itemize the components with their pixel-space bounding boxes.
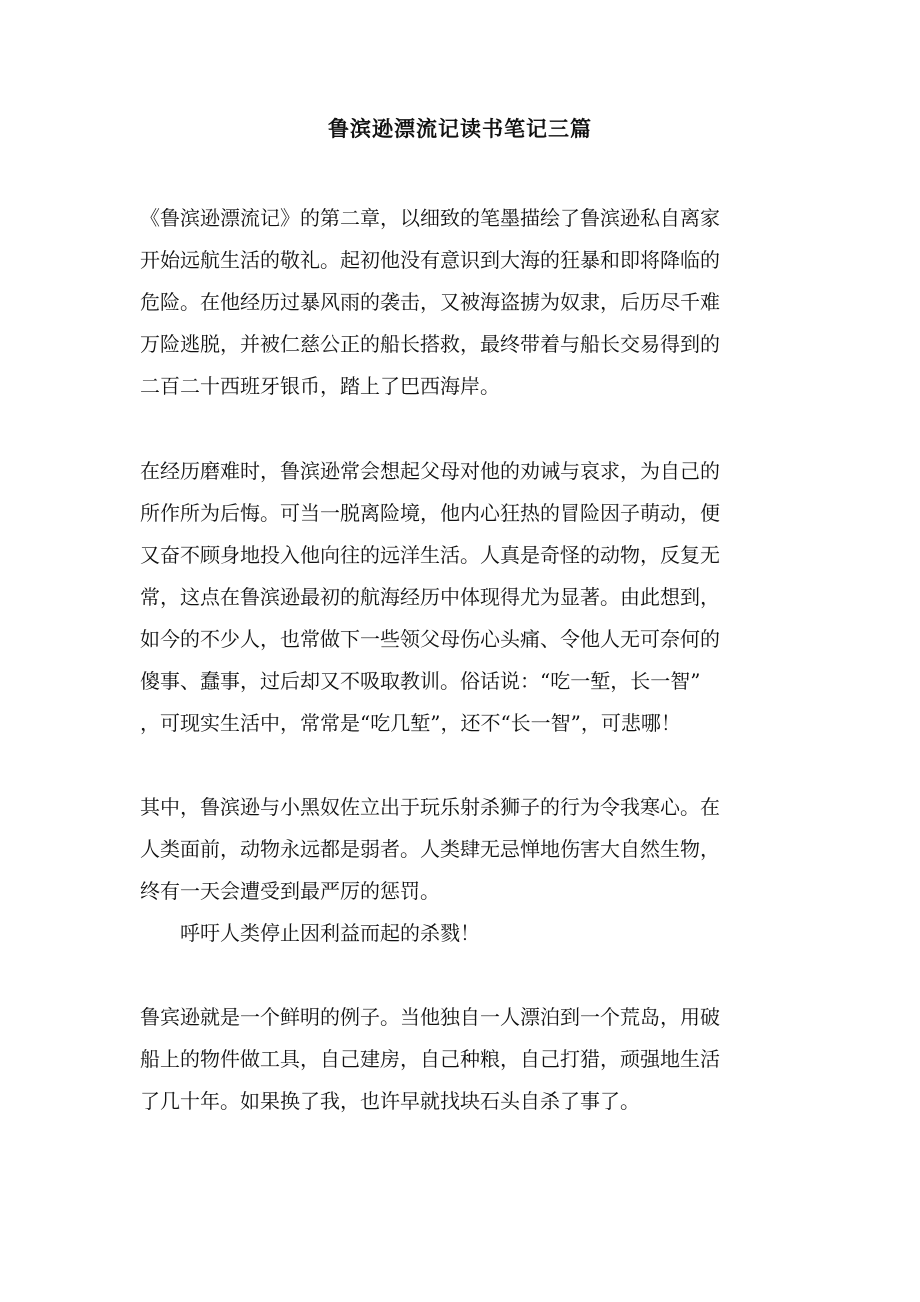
- paragraph-line: 船上的物件做工具，自己建房，自己种粮，自己打猎，顽强地生活: [140, 1047, 720, 1071]
- paragraph-2: [140, 450, 770, 744]
- paragraph-line: 开始远航生活的敬礼。起初他没有意识到大海的狂暴和即将降临的: [140, 248, 720, 272]
- paragraph-line: 二百二十西班牙银币，踏上了巴西海岸。: [140, 374, 500, 398]
- paragraph-line: 常，这点在鲁滨逊最初的航海经历中体现得尤为显著。由此想到，: [140, 585, 720, 609]
- paragraph-line: 呼吁人类停止因利益而起的杀戮！: [180, 921, 480, 945]
- paragraph-line: 在经历磨难时，鲁滨逊常会想起父母对他的劝诫与哀求，为自己的: [140, 459, 720, 483]
- paragraph-line: ，可现实生活中，常常是“吃几堑”，还不“长一智”，可悲哪！: [140, 711, 681, 735]
- paragraph-4: [140, 996, 770, 1122]
- document-title: 鲁滨逊漂流记读书笔记三篇: [328, 116, 592, 141]
- paragraph-1: [140, 197, 770, 407]
- paragraph-line: 危险。在他经历过暴风雨的袭击，又被海盗掳为奴隶，后历尽千难: [140, 290, 720, 314]
- paragraph-appeal: [140, 912, 770, 954]
- paragraph-line: 《鲁滨逊漂流记》的第二章，以细致的笔墨描绘了鲁滨逊私自离家: [140, 206, 720, 230]
- paragraph-line: 其中，鲁滨逊与小黑奴佐立出于玩乐射杀狮子的行为令我寒心。在: [140, 795, 720, 819]
- paragraph-line: 傻事、蠢事，过后却又不吸取教训。俗话说：“吃一堑，长一智”: [140, 669, 701, 693]
- paragraph-line: 万险逃脱，并被仁慈公正的船长搭救，最终带着与船长交易得到的: [140, 332, 720, 356]
- paragraph-line: 了几十年。如果换了我，也许早就找块石头自杀了事了。: [140, 1089, 640, 1113]
- paragraph-line: 鲁宾逊就是一个鲜明的例子。当他独自一人漂泊到一个荒岛，用破: [140, 1005, 720, 1029]
- paragraph-3: [140, 786, 770, 912]
- paragraph-line: 又奋不顾身地投入他向往的远洋生活。人真是奇怪的动物，反复无: [140, 543, 720, 567]
- paragraph-line: 终有一天会遭受到最严厉的惩罚。: [140, 879, 440, 903]
- paragraph-line: 所作所为后悔。可当一脱离险境，他内心狂热的冒险因子萌动，便: [140, 501, 720, 525]
- paragraph-line: 如今的不少人，也常做下一些领父母伤心头痛、令他人无可奈何的: [140, 627, 720, 651]
- paragraph-line: 人类面前，动物永远都是弱者。人类肆无忌惮地伤害大自然生物，: [140, 837, 720, 861]
